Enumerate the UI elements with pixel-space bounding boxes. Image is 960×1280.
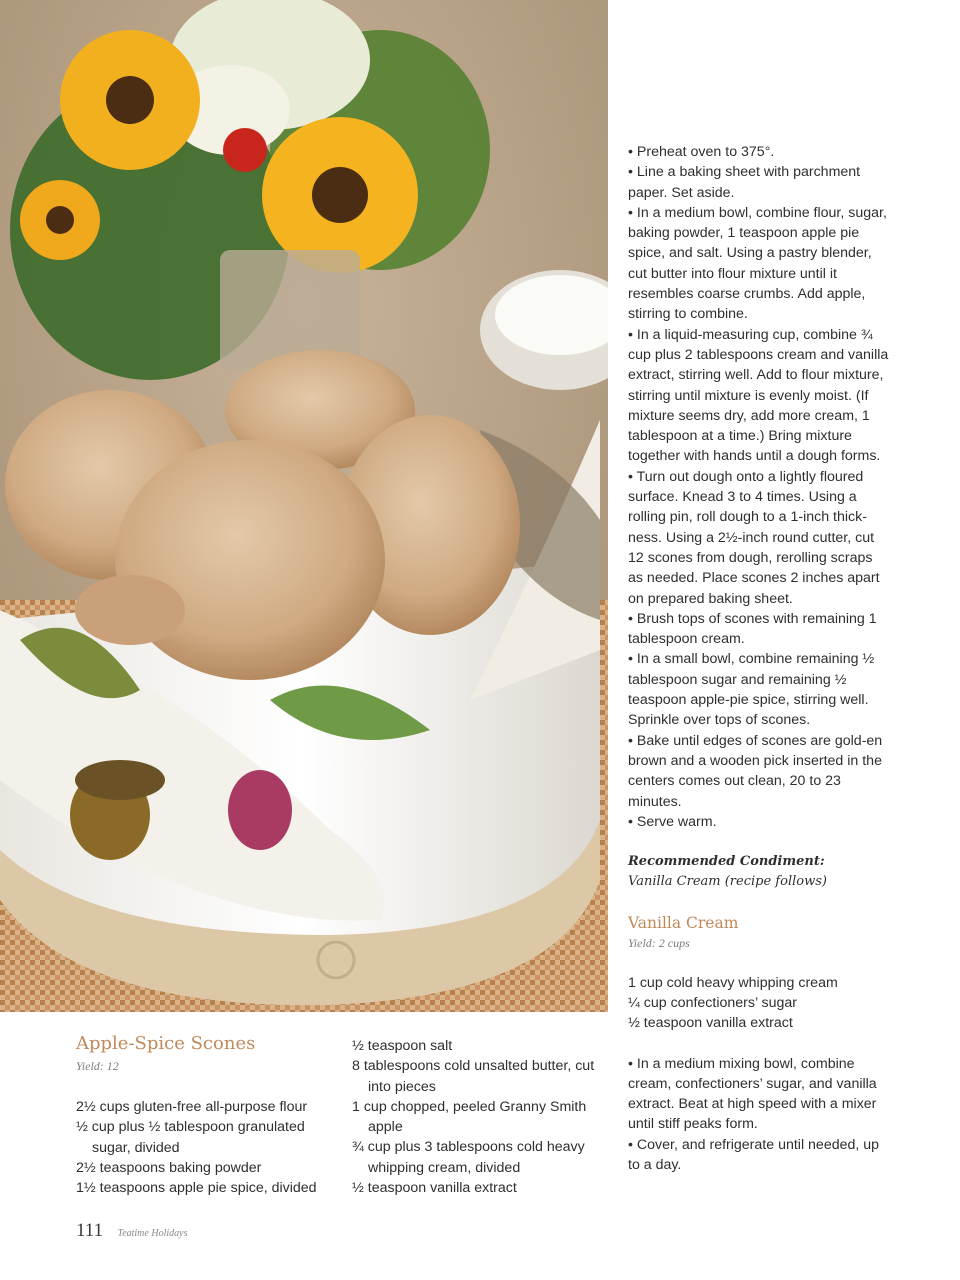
recipe-title: Apple-Spice Scones: [76, 1033, 256, 1054]
direction-step: • Bake until edges of scones are gold-en brown and a wooden pick inserted in the centers comes out clean, 20 to 23 minutes.: [628, 732, 883, 810]
direction-step: • In a medium bowl, combine flour, sugar, baking powder, 1 teaspoon apple pie spice, and salt. Using a pastry blender, cut butter into flour mixture until it resembles coarse crumbs. Add apple, stirring to combine.: [628, 204, 887, 323]
vanilla-direction-step: • Cover, and refrigerate until needed, up to a day.: [628, 1136, 880, 1174]
vanilla-direction-step: • In a medium mixing bowl, combine cream, confectioners’ sugar, and vanilla extract. Beat at high speed with a mixer until stiff peaks form.: [628, 1055, 877, 1133]
direction-step: • Turn out dough onto a lightly floured surface. Knead 3 to 4 times. Using a rolling pin, roll dough to a 1-inch thick-ness. Using a 2½-inch round cutter, cut 12 scones from dough, rerolling scraps as needed. Place scones 2 inches apart on prepared baking sheet.: [628, 468, 880, 607]
vanilla-ingredient: ½ teaspoon vanilla extract: [628, 1015, 793, 1032]
ingredients-middle: [352, 1036, 608, 1198]
ingredient-item: 2½ cups gluten-free all-purpose flour: [76, 1099, 308, 1115]
publication-name: Teatime Holidays: [117, 1228, 188, 1239]
vanilla-ingredient: ¼ cup confectioners’ sugar: [628, 994, 798, 1011]
ingredient-item: 1 cup chopped, peeled Granny Smith apple: [352, 1098, 587, 1136]
page-number: 111: [76, 1220, 104, 1241]
ingredient-item: 8 tablespoons cold unsalted butter, cut into pieces: [352, 1058, 595, 1095]
page-footer: [76, 1220, 187, 1242]
direction-step: • In a small bowl, combine remaining ½ tablespoon sugar and remaining ½ teaspoon apple-pie spice, stirring well. Sprinkle over tops of scones.: [628, 651, 875, 729]
condiment-value: Vanilla Cream (recipe follows): [628, 874, 827, 890]
vanilla-ingredient: 1 cup cold heavy whipping cream: [628, 974, 838, 991]
condiment-label: Recommended Condiment:: [628, 854, 825, 870]
direction-step: • Brush tops of scones with remaining 1 tablespoon cream.: [628, 610, 877, 648]
ingredient-item: ¾ cup plus 3 tablespoons cold heavy whipping cream, divided: [352, 1139, 585, 1176]
vanilla-cream-yield: Yield: 2 cups: [628, 935, 690, 950]
recipe-yield: Yield: 12: [76, 1059, 119, 1073]
ingredient-item: 2½ teaspoons baking powder: [76, 1159, 262, 1176]
direction-step: • Serve warm.: [628, 813, 717, 830]
ingredient-item: 1½ teaspoons apple pie spice, divided: [76, 1180, 317, 1197]
vanilla-cream-title: Vanilla Cream: [628, 913, 739, 932]
direction-step: • Line a baking sheet with parchment paper. Set aside.: [628, 164, 861, 201]
ingredient-item: ½ cup plus ½ tablespoon granulated sugar, divided: [76, 1119, 305, 1156]
directions-column: [628, 142, 890, 1175]
ingredient-item: ½ teaspoon vanilla extract: [352, 1180, 517, 1197]
direction-step: • Preheat oven to 375°.: [628, 144, 775, 160]
ingredient-item: ½ teaspoon salt: [352, 1038, 453, 1054]
direction-step: • In a liquid-measuring cup, combine ¾ cup plus 2 tablespoons cream and vanilla extract, stirring well. Add to flour mixture, stirring until mixture is evenly moist. (If mixture seems dry, add more cream, 1 tablespoon at a time.) Bring mixture together with hands until a dough forms.: [628, 326, 889, 465]
ingredients-left: [76, 1097, 338, 1198]
